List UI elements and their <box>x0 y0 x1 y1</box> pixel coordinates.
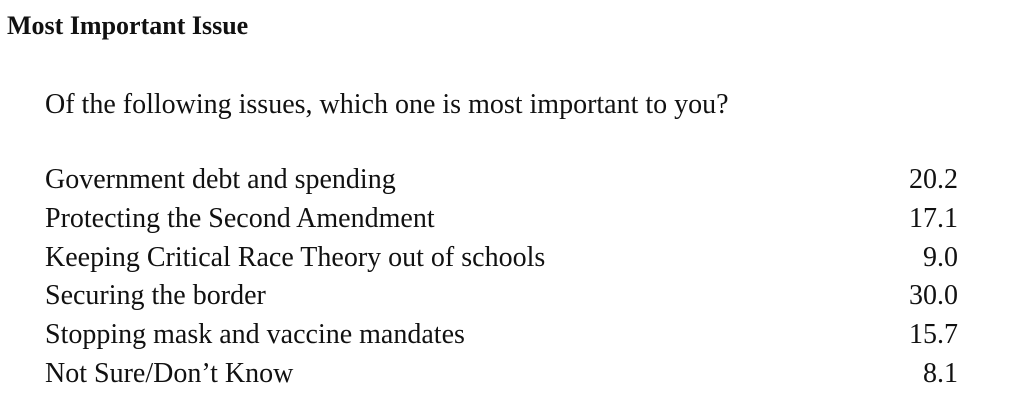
response-label: Not Sure/Don’t Know <box>45 357 294 389</box>
response-value: 15.7 <box>909 319 958 351</box>
response-row <box>45 277 958 316</box>
response-table <box>45 161 958 394</box>
response-value: 20.2 <box>909 164 958 195</box>
response-value: 17.1 <box>909 202 958 234</box>
response-value: 8.1 <box>923 357 958 389</box>
response-row <box>45 316 958 355</box>
response-value: 30.0 <box>909 280 958 312</box>
response-row <box>45 239 958 278</box>
response-label: Securing the border <box>45 280 266 312</box>
response-label: Protecting the Second Amendment <box>45 202 435 234</box>
response-label: Government debt and spending <box>45 164 396 195</box>
question-text: Of the following issues, which one is most important to you? <box>45 89 729 120</box>
response-label: Keeping Critical Race Theory out of schools <box>45 241 546 273</box>
response-row <box>45 200 958 239</box>
response-row <box>45 161 958 200</box>
response-label: Stopping mask and vaccine mandates <box>45 319 465 351</box>
section-title: Most Important Issue <box>7 11 249 40</box>
response-value: 9.0 <box>923 241 958 273</box>
response-row <box>45 355 958 394</box>
